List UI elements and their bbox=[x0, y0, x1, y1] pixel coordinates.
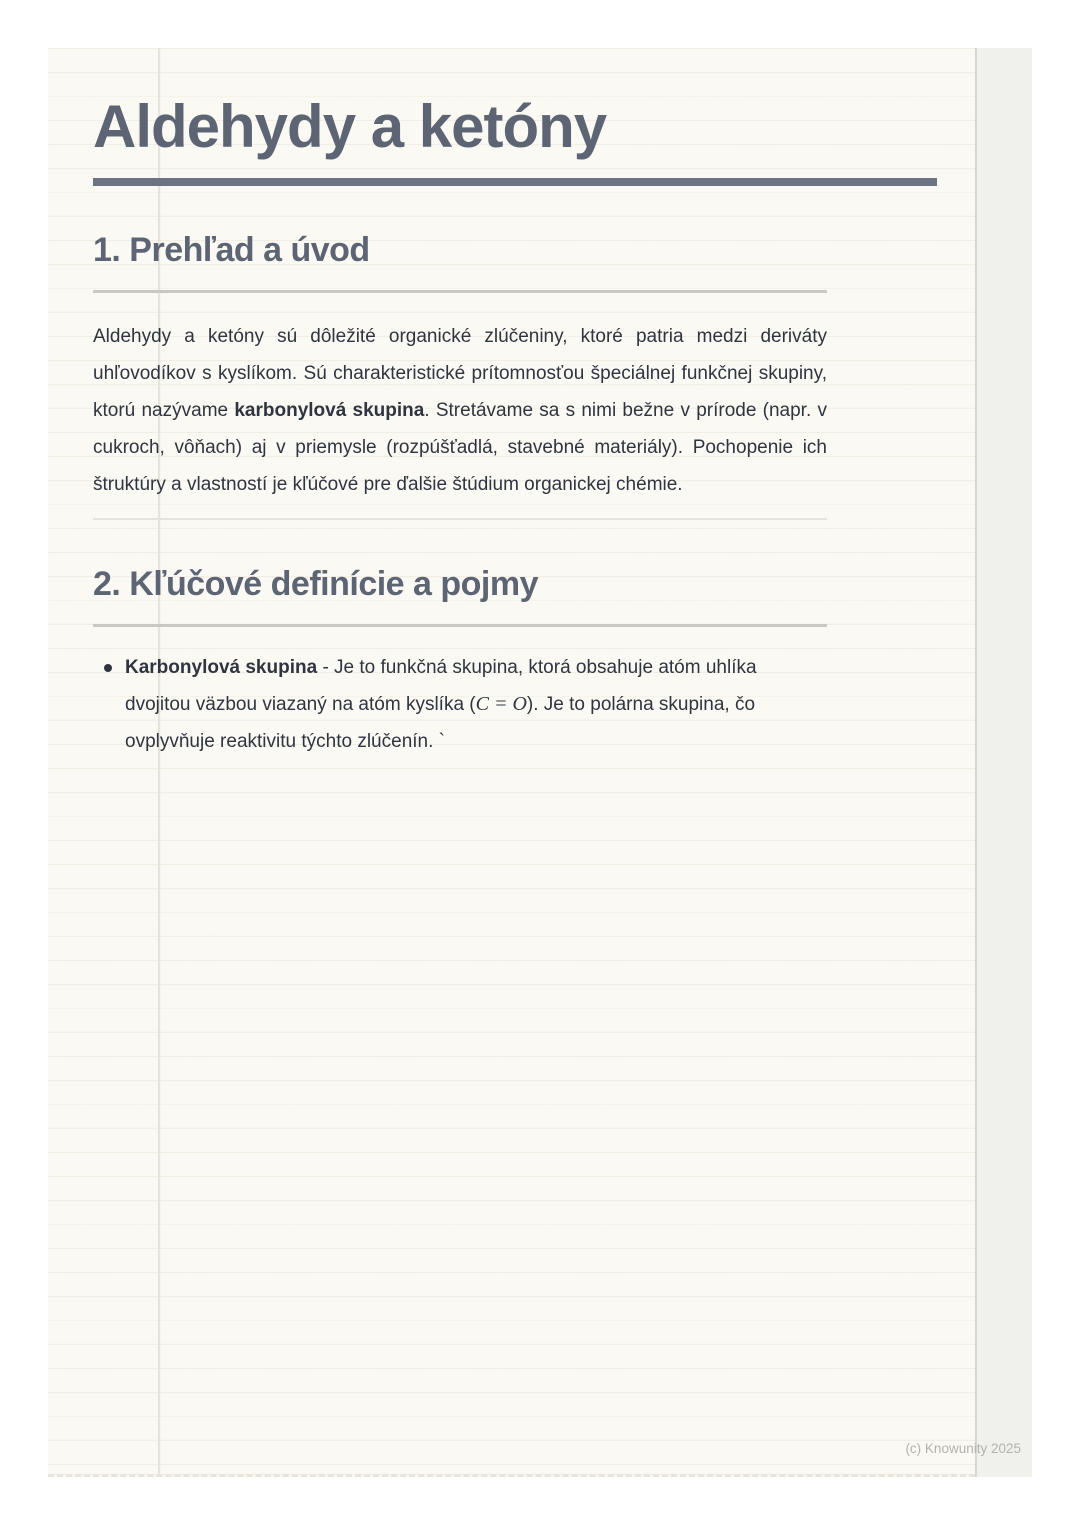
page-edge-strip bbox=[975, 48, 1032, 1477]
notebook-sheet bbox=[48, 48, 975, 1477]
section-definitions bbox=[93, 564, 827, 760]
overview-text-part2: . Stretávame sa s nimi bežne v prírode (napr. v cukroch, vôňach) aj v priemysle (rozpúšťadlá, stavebné materiály). Pochopenie ich štruktúry a vlastností je kľúčové pre ďalšie štúdium organickej chémie. bbox=[93, 400, 827, 495]
definitions-list bbox=[93, 649, 827, 760]
overview-bold-term: karbonylová skupina bbox=[234, 400, 425, 421]
section-2-rule bbox=[93, 624, 827, 627]
section-overview bbox=[93, 230, 827, 503]
overview-paragraph bbox=[93, 318, 827, 503]
page-title: Aldehydy a ketóny bbox=[93, 93, 607, 160]
section-2-heading: 2. Kľúčové definície a pojmy bbox=[93, 565, 539, 603]
footer-credit: (c) Knowunity 2025 bbox=[905, 1441, 1021, 1456]
definition-body-before: - Je to funkčná skupina, ktorá obsahuje atóm uhlíka dvojitou väzbou viazaný na atóm kyslíka ( bbox=[125, 657, 757, 715]
definition-text bbox=[125, 649, 827, 760]
bullet-dot-icon bbox=[104, 664, 112, 672]
formula-c-equals-o: C = O bbox=[475, 693, 527, 715]
title-rule bbox=[93, 178, 937, 186]
section-1-rule bbox=[93, 290, 827, 293]
notebook-page bbox=[48, 48, 1032, 1477]
section-divider bbox=[93, 518, 827, 520]
section-1-heading: 1. Prehľad a úvod bbox=[93, 231, 370, 269]
definition-term: Karbonylová skupina bbox=[125, 657, 318, 678]
definition-body-after: ). Je to polárna skupina, čo ovplyvňuje reaktivitu týchto zlúčenín. ` bbox=[125, 694, 756, 752]
list-item bbox=[93, 649, 827, 760]
overview-text-part1: Aldehydy a ketóny sú dôležité organické zlúčeniny, ktoré patria medzi deriváty uhľovodíkov s kyslíkom. Sú charakteristické prítomnosťou špeciálnej funkčnej skupiny, ktorú nazývame bbox=[93, 326, 827, 421]
